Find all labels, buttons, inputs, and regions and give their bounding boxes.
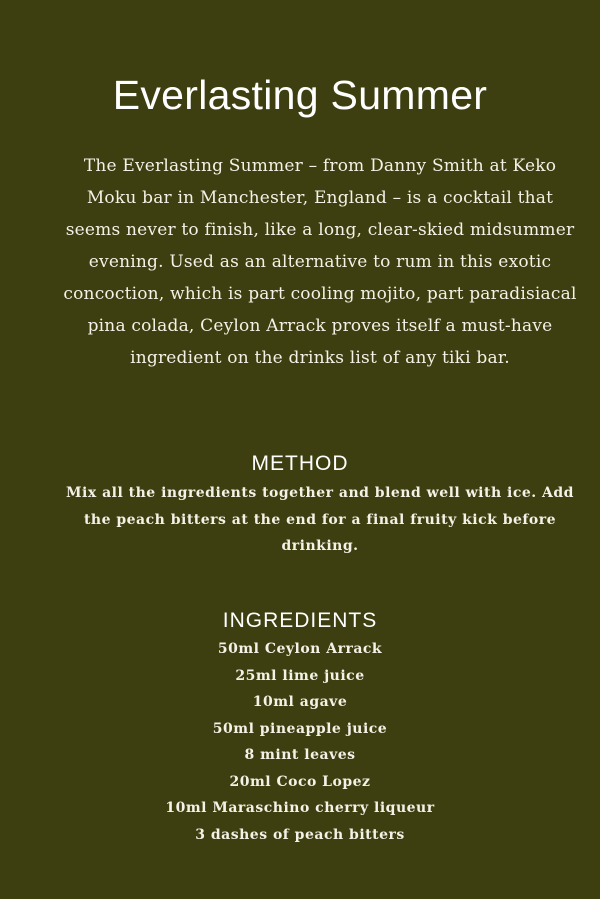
- ingredient-item: 10ml Maraschino cherry liqueur: [165, 800, 435, 816]
- method-heading: METHOD: [251, 452, 349, 475]
- ingredient-item: 50ml Ceylon Arrack: [217, 641, 383, 657]
- method-text: Mix all the ingredients together and blend well with ice. Add the peach bitters at the end for a final fruity kick before drinking.: [66, 485, 574, 554]
- ingredient-item: 50ml pineapple juice: [212, 720, 388, 737]
- ingredient-item: 8 mint leaves: [244, 747, 356, 763]
- ingredient-item: 20ml Coco Lopez: [229, 773, 371, 790]
- ingredient-item: 10ml agave: [252, 694, 348, 710]
- page-title: Everlasting Summer: [112, 72, 488, 118]
- intro-paragraph: The Everlasting Summer – from Danny Smith at Keko Moku bar in Manchester, England – is a cocktail that seems never to finish, like a long, clear-skied midsummer evening. Used as an alternative to rum in this exotic concoction, which is part cooling mojito, part paradisiacal pina colada, Ceylon Arrack proves itself a must-have ingredient on the drinks list of any tiki bar.: [63, 156, 577, 368]
- ingredients-heading: INGREDIENTS: [222, 609, 378, 632]
- ingredient-item: 25ml lime juice: [235, 667, 365, 684]
- ingredients-list: [0, 636, 600, 848]
- ingredient-item: 3 dashes of peach bitters: [195, 826, 405, 843]
